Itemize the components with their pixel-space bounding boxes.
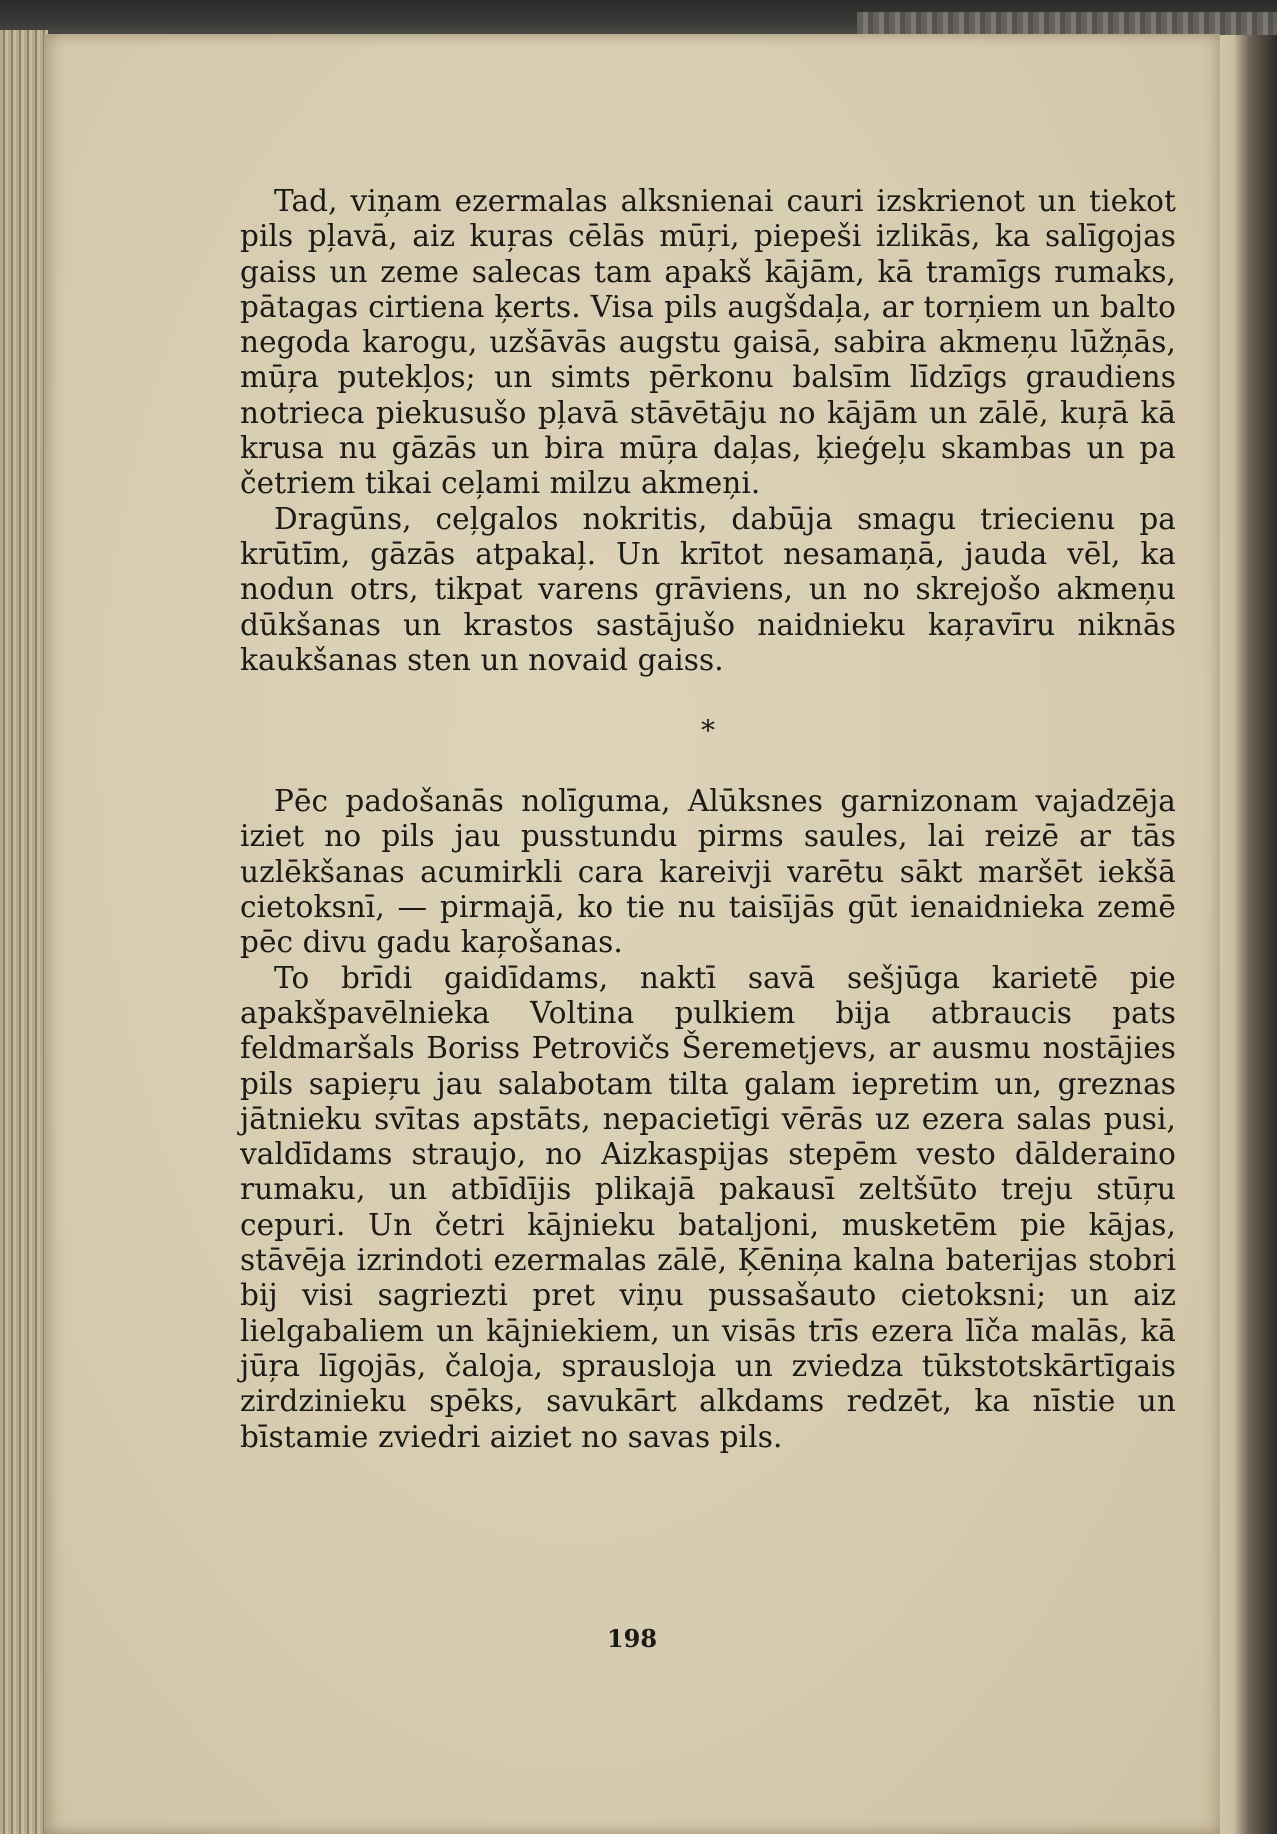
paragraph-1: Tad, viņam ezermalas alksnienai cauri izskrienot un tiekot pils pļavā, aiz kuŗas cēlās mūŗi, piepeši izlikās, ka salīgojas gaiss un zeme salecas tam apakš kājām, kā tramīgs rumaks, pātagas cirtiena ķerts. Visa pils augšdaļa, ar torņiem un balto negoda karogu, uzšāvās augstu gaisā, sabira akmeņu lūžņās, mūŗa putekļos; un simts pērkonu balsīm līdzīgs graudiens notrieca piekusušo pļavā stāvētāju no kājām un zālē, kuŗā kā krusa nu gāzās un bira mūŗa daļas, ķieģeļu skambas un pa četriem tikai ceļami milzu akmeņi. — [240, 184, 1176, 501]
left-page-stack-edge — [0, 30, 48, 1834]
paragraph-2: Dragūns, ceļgalos nokritis, dabūja smagu triecienu pa krūtīm, gāzās atpakaļ. Un krītot nesamaņā, jauda vēl, ka nodun otrs, tikpat varens grāviens, un no skrejošo akmeņu dūkšanas un krastos sastājušo naidnieku kaŗavīru niknās kaukšanas sten un novaid gaiss. — [240, 501, 1176, 677]
section-separator-asterisk: * — [700, 714, 716, 748]
right-page-stack-edge — [1215, 35, 1277, 1834]
paragraph-3: Pēc padošanās nolīguma, Alūksnes garnizonam vajadzēja iziet no pils jau pusstundu pirms saules, lai reizē ar tās uzlēkšanas acumirkli cara kareivji varētu sākt maršēt iekšā cietoksnī, — pirmajā, ko tie nu taisījās gūt ienaidnieka zemē pēc divu gadu kaŗošanas. — [240, 784, 1176, 960]
page-number: 198 — [606, 1624, 658, 1653]
paragraph-4: To brīdi gaidīdams, naktī savā sešjūga karietē pie apakšpavēlnieka Voltina pulkiem bija atbraucis pats feldmaršals Boriss Petrovičs Šeremetjevs, ar ausmu nostājies pils sapieŗu jau salabotam tilta galam iepretim un, greznas jātnieku svītas apstāts, nepacietīgi vērās uz ezera salas pusi, valdīdams straujo, no Aizkaspijas stepēm vesto dālderaino rumaku, un atbīdījis plikajā pakausī zeltšūto treju stūŗu cepuri. Un četri kājnieku bataljoni, musketēm pie kājas, stāvēja izrindoti ezermalas zālē, Ķēniņa kalna baterijas stobri bij visi sagriezti pret viņu pussašauto cietoksni; un aiz lielgabaliem un kājniekiem, un visās trīs ezera līča malās, kā jūŗa līgojās, čaloja, sprausloja un zviedza tūkstotskārtīgais zirdzinieku spēks, savukārt alkdams redzēt, ka nīstie un bīstamie zviedri aiziet no savas pils. — [240, 960, 1176, 1454]
page-text — [240, 184, 1176, 1455]
book-page — [44, 34, 1220, 1834]
